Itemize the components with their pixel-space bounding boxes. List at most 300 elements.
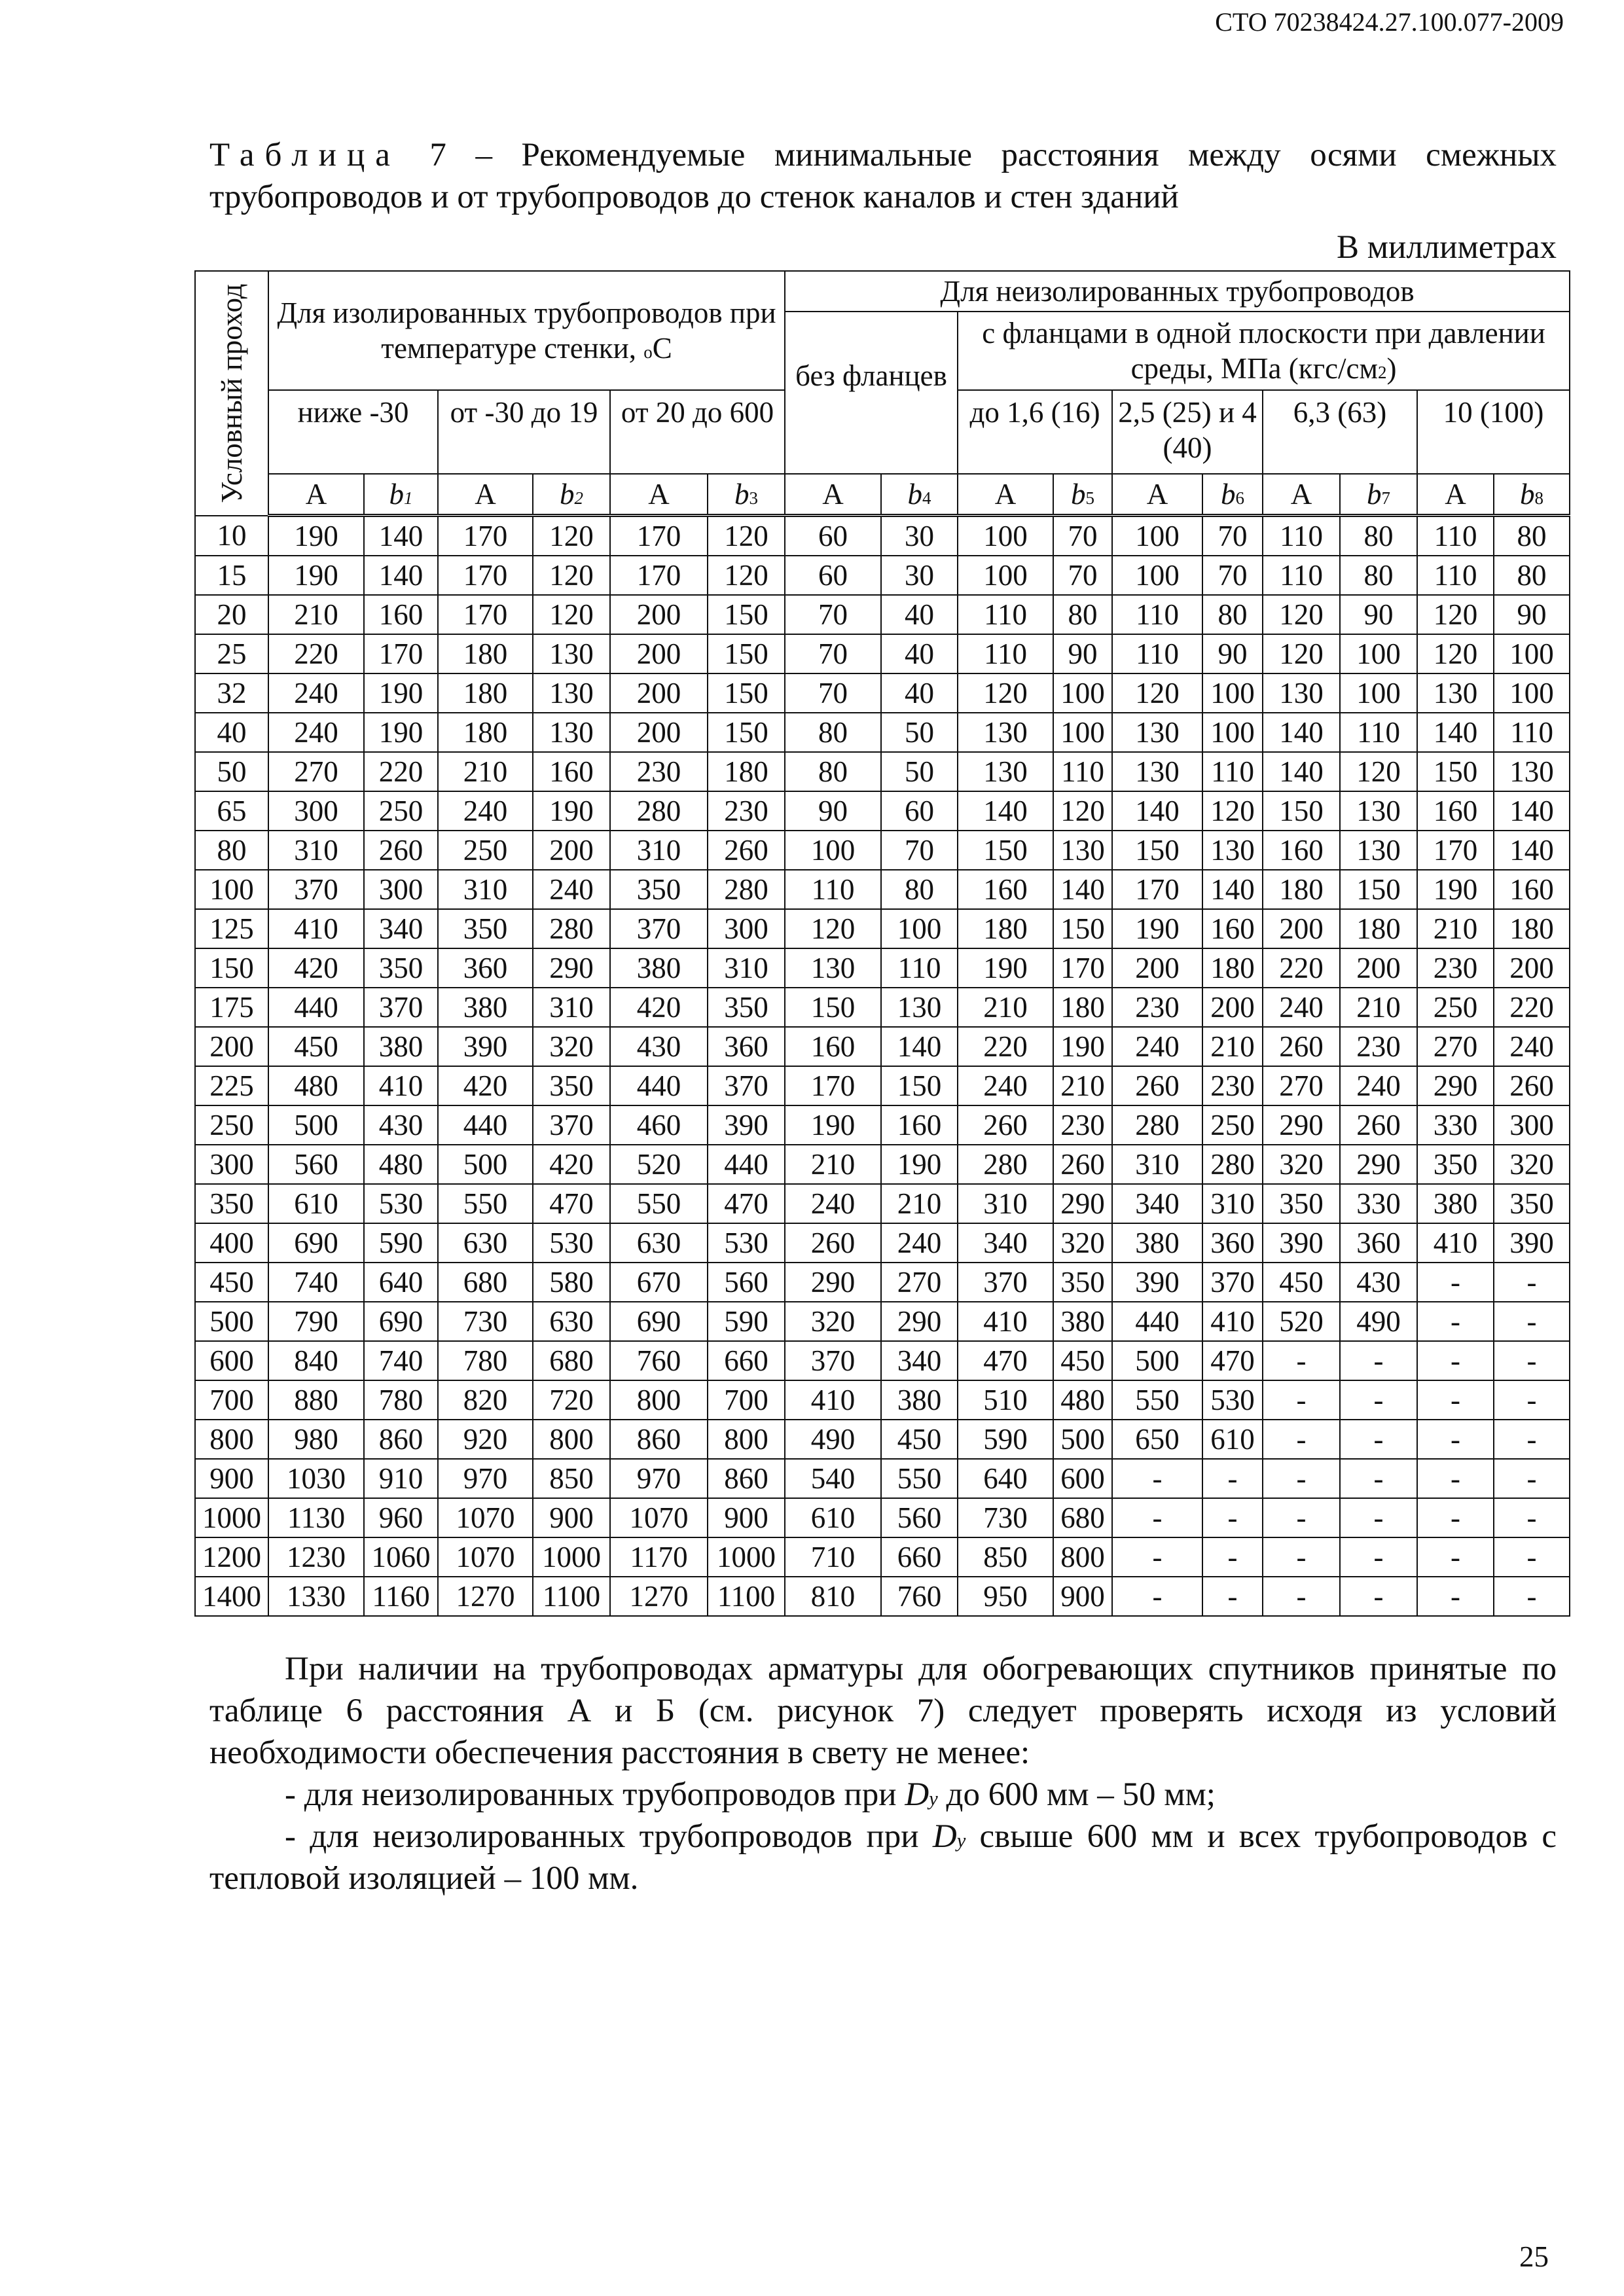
table-cell: 470 <box>708 1184 785 1223</box>
table-cell: 70 <box>785 673 881 713</box>
table-cell: 550 <box>610 1184 708 1223</box>
table-cell: 310 <box>610 831 708 870</box>
table-cell: 150 <box>708 713 785 752</box>
table-cell: 70 <box>1053 556 1112 595</box>
table-cell: - <box>1494 1498 1570 1537</box>
table-row <box>195 516 1570 556</box>
subheader-a: А <box>1263 474 1340 516</box>
table-cell: 150 <box>785 988 881 1027</box>
table-cell: 960 <box>364 1498 438 1537</box>
table-cell: 60 <box>785 516 881 556</box>
table-cell: - <box>1202 1577 1263 1616</box>
table-cell: 160 <box>533 752 610 791</box>
table-cell: - <box>1417 1420 1494 1459</box>
table-cell: 150 <box>1263 791 1340 831</box>
table-cell: - <box>1494 1302 1570 1341</box>
table-cell: 380 <box>438 988 533 1027</box>
table-cell: 490 <box>1340 1302 1417 1341</box>
table-cell: 180 <box>438 673 533 713</box>
subheader-b2: $b_2$ <box>533 474 610 516</box>
header-no-flanges: без фланцев <box>785 312 958 474</box>
row-dn-cell: 20 <box>195 595 268 634</box>
table-cell: 180 <box>438 713 533 752</box>
table-cell: 250 <box>438 831 533 870</box>
table-cell: 380 <box>364 1027 438 1066</box>
table-cell: 130 <box>1340 831 1417 870</box>
table-cell: 410 <box>1202 1302 1263 1341</box>
table-cell: 210 <box>785 1145 881 1184</box>
table-cell: 100 <box>1340 634 1417 673</box>
table-cell: 210 <box>881 1184 958 1223</box>
table-cell: 130 <box>1417 673 1494 713</box>
table-cell: 370 <box>958 1263 1053 1302</box>
table-cell: 90 <box>1202 634 1263 673</box>
table-cell: 200 <box>1112 948 1202 988</box>
table-row <box>195 1184 1570 1223</box>
table-cell: 130 <box>1263 673 1340 713</box>
table-cell: 120 <box>708 556 785 595</box>
table-cell: 260 <box>364 831 438 870</box>
table-cell: 110 <box>1263 556 1340 595</box>
table-cell: 210 <box>1202 1027 1263 1066</box>
table-cell: 350 <box>533 1066 610 1105</box>
table-cell: 210 <box>438 752 533 791</box>
table-row <box>195 1223 1570 1263</box>
table-cell: 900 <box>1053 1577 1112 1616</box>
table-cell: 190 <box>364 713 438 752</box>
body-paragraph: При наличии на трубопроводах арматуры для обогревающих спутников принятые по таблице 6 расстояния А и Б (см. рисунок 7) следует проверять исходя из условий необходимости обеспечения расстояния в свету не менее: <box>209 1651 1557 1771</box>
table-cell: 50 <box>881 713 958 752</box>
table-row <box>195 948 1570 988</box>
table-cell: 310 <box>1202 1184 1263 1223</box>
table-cell: 380 <box>1053 1302 1112 1341</box>
table-cell: 100 <box>881 909 958 948</box>
table-cell: 610 <box>1202 1420 1263 1459</box>
table-cell: 260 <box>958 1105 1053 1145</box>
table-cell: 120 <box>533 595 610 634</box>
row-dn-cell: 1400 <box>195 1577 268 1616</box>
table-cell: - <box>1417 1263 1494 1302</box>
table-cell: 370 <box>610 909 708 948</box>
table-cell: 550 <box>1112 1380 1202 1420</box>
table-cell: 530 <box>1202 1380 1263 1420</box>
table-cell: 230 <box>1202 1066 1263 1105</box>
table-cell: 190 <box>268 516 364 556</box>
table-cell: 760 <box>881 1577 958 1616</box>
table-cell: 110 <box>1112 595 1202 634</box>
table-cell: 200 <box>610 713 708 752</box>
table-row <box>195 831 1570 870</box>
row-dn-cell: 50 <box>195 752 268 791</box>
table-cell: - <box>1340 1577 1417 1616</box>
table-cell: 920 <box>438 1420 533 1459</box>
table-cell: 270 <box>268 752 364 791</box>
table-cell: 230 <box>1053 1105 1112 1145</box>
table-cell: 190 <box>533 791 610 831</box>
table-cell: 240 <box>1340 1066 1417 1105</box>
subheader-b4: $b_4$ <box>881 474 958 516</box>
table-cell: 480 <box>268 1066 364 1105</box>
table-cell: 130 <box>881 988 958 1027</box>
table-cell: 160 <box>1417 791 1494 831</box>
table-cell: 320 <box>1263 1145 1340 1184</box>
table-cell: 290 <box>1417 1066 1494 1105</box>
table-cell: 470 <box>1202 1341 1263 1380</box>
table-cell: 180 <box>1053 988 1112 1027</box>
caption-dash: – <box>475 137 492 173</box>
table-cell: 780 <box>438 1341 533 1380</box>
table-cell: 850 <box>958 1537 1053 1577</box>
table-cell: 130 <box>533 634 610 673</box>
table-cell: 250 <box>1202 1105 1263 1145</box>
table-cell: 840 <box>268 1341 364 1380</box>
table-cell: 90 <box>1494 595 1570 634</box>
table-cell: 970 <box>610 1459 708 1498</box>
row-dn-cell: 200 <box>195 1027 268 1066</box>
table-cell: 250 <box>364 791 438 831</box>
table-cell: - <box>1112 1537 1202 1577</box>
table-cell: 310 <box>438 870 533 909</box>
table-cell: - <box>1112 1498 1202 1537</box>
table-cell: - <box>1417 1380 1494 1420</box>
table-cell: 380 <box>1417 1184 1494 1223</box>
table-cell: 140 <box>1112 791 1202 831</box>
table-cell: 170 <box>1053 948 1112 988</box>
table-cell: - <box>1417 1577 1494 1616</box>
table-cell: 850 <box>533 1459 610 1498</box>
table-cell: 800 <box>610 1380 708 1420</box>
table-cell: 390 <box>1112 1263 1202 1302</box>
table-cell: 690 <box>268 1223 364 1263</box>
table-cell: 500 <box>438 1145 533 1184</box>
subheader-b5: $b_5$ <box>1053 474 1112 516</box>
table-cell: 300 <box>708 909 785 948</box>
table-cell: 860 <box>610 1420 708 1459</box>
subheader-b7: $b_7$ <box>1340 474 1417 516</box>
doc-code: СТО 70238424.27.100.077-2009 <box>1215 7 1564 37</box>
table-cell: 100 <box>1112 556 1202 595</box>
table-cell: 720 <box>533 1380 610 1420</box>
table-cell: 700 <box>708 1380 785 1420</box>
table-cell: 150 <box>881 1066 958 1105</box>
table-cell: 900 <box>533 1498 610 1537</box>
table-cell: - <box>1494 1420 1570 1459</box>
table-cell: 160 <box>1263 831 1340 870</box>
table-cell: 90 <box>1340 595 1417 634</box>
body-text <box>209 1648 1557 1899</box>
table-cell: 1170 <box>610 1537 708 1577</box>
table-cell: 670 <box>610 1263 708 1302</box>
table-cell: 340 <box>958 1223 1053 1263</box>
table-cell: 120 <box>1417 595 1494 634</box>
table-cell: 120 <box>1340 752 1417 791</box>
table-cell: 800 <box>533 1420 610 1459</box>
table-cell: 730 <box>958 1498 1053 1537</box>
table-cell: 600 <box>1053 1459 1112 1498</box>
table-cell: 280 <box>610 791 708 831</box>
table-cell: 1130 <box>268 1498 364 1537</box>
table-cell: 160 <box>881 1105 958 1145</box>
table-cell: 110 <box>1112 634 1202 673</box>
table-cell: 40 <box>881 634 958 673</box>
table-cell: 110 <box>1340 713 1417 752</box>
table-cell: 210 <box>1340 988 1417 1027</box>
table-cell: - <box>1340 1537 1417 1577</box>
table-cell: 270 <box>1263 1066 1340 1105</box>
table-row <box>195 1263 1570 1302</box>
table-cell: 200 <box>610 634 708 673</box>
subheader-b8: $b_8$ <box>1494 474 1570 516</box>
table-cell: 540 <box>785 1459 881 1498</box>
table-cell: 120 <box>785 909 881 948</box>
table-cell: 130 <box>1340 791 1417 831</box>
table-cell: 110 <box>1494 713 1570 752</box>
table-cell: 120 <box>1417 634 1494 673</box>
table-cell: 660 <box>881 1537 958 1577</box>
table-cell: 450 <box>1053 1341 1112 1380</box>
table-cell: 120 <box>1263 634 1340 673</box>
table-cell: 200 <box>1263 909 1340 948</box>
table-cell: 630 <box>533 1302 610 1341</box>
table-cell: - <box>1494 1380 1570 1420</box>
table-cell: 150 <box>1053 909 1112 948</box>
table-row <box>195 1577 1570 1616</box>
row-dn-cell: 10 <box>195 516 268 556</box>
table-cell: 210 <box>268 595 364 634</box>
table-cell: 380 <box>610 948 708 988</box>
table-cell: 140 <box>958 791 1053 831</box>
table-cell: 130 <box>1494 752 1570 791</box>
table-cell: 730 <box>438 1302 533 1341</box>
subheader-b1: $b_1$ <box>364 474 438 516</box>
table-cell: 110 <box>1417 556 1494 595</box>
table-cell: 660 <box>708 1341 785 1380</box>
table-cell: 1070 <box>610 1498 708 1537</box>
table-cell: - <box>1417 1498 1494 1537</box>
table-cell: 180 <box>1263 870 1340 909</box>
row-dn-cell: 300 <box>195 1145 268 1184</box>
subheader-a: А <box>438 474 533 516</box>
table-cell: 70 <box>1202 556 1263 595</box>
table-cell: - <box>1263 1420 1340 1459</box>
table-cell: 170 <box>364 634 438 673</box>
table-cell: 280 <box>1202 1145 1263 1184</box>
caption-number: 7 <box>429 137 446 173</box>
table-cell: 90 <box>1053 634 1112 673</box>
table-cell: 380 <box>1112 1223 1202 1263</box>
table-cell: 350 <box>364 948 438 988</box>
subheader-a: А <box>268 474 364 516</box>
table-cell: 230 <box>1417 948 1494 988</box>
table-cell: 130 <box>1112 713 1202 752</box>
row-dn-cell: 25 <box>195 634 268 673</box>
table-cell: 220 <box>364 752 438 791</box>
table-cell: 1070 <box>438 1498 533 1537</box>
table-row <box>195 1341 1570 1380</box>
table-cell: 130 <box>533 713 610 752</box>
subheader-a: А <box>1417 474 1494 516</box>
page-number: 25 <box>1519 2240 1549 2273</box>
table-cell: 560 <box>268 1145 364 1184</box>
table-row <box>195 1145 1570 1184</box>
table-cell: 200 <box>610 595 708 634</box>
table-cell: 240 <box>881 1223 958 1263</box>
table-cell: 550 <box>881 1459 958 1498</box>
table-cell: 1230 <box>268 1537 364 1577</box>
table-cell: 560 <box>881 1498 958 1537</box>
table-cell: 860 <box>364 1420 438 1459</box>
table-cell: 360 <box>1340 1223 1417 1263</box>
table-cell: - <box>1263 1498 1340 1537</box>
table-cell: 170 <box>438 556 533 595</box>
table-cell: 330 <box>1417 1105 1494 1145</box>
table-cell: 310 <box>958 1184 1053 1223</box>
table-cell: 110 <box>1263 516 1340 556</box>
table-cell: 370 <box>533 1105 610 1145</box>
table-cell: 340 <box>364 909 438 948</box>
table-cell: 210 <box>1417 909 1494 948</box>
table-cell: 390 <box>438 1027 533 1066</box>
table-row <box>195 1420 1570 1459</box>
subheader-a: А <box>1112 474 1202 516</box>
table-cell: 1100 <box>533 1577 610 1616</box>
table-cell: - <box>1263 1341 1340 1380</box>
table-cell: 240 <box>1263 988 1340 1027</box>
table-row <box>195 1459 1570 1498</box>
table-cell: - <box>1494 1263 1570 1302</box>
table-cell: 470 <box>533 1184 610 1223</box>
table-cell: 1330 <box>268 1577 364 1616</box>
table-cell: 970 <box>438 1459 533 1498</box>
table-cell: 180 <box>1340 909 1417 948</box>
table-cell: 220 <box>1494 988 1570 1027</box>
table-cell: 690 <box>364 1302 438 1341</box>
table-cell: 440 <box>708 1145 785 1184</box>
table-cell: 80 <box>1494 556 1570 595</box>
table-cell: 120 <box>533 556 610 595</box>
table-cell: 450 <box>881 1420 958 1459</box>
table-cell: 410 <box>364 1066 438 1105</box>
table-cell: 530 <box>533 1223 610 1263</box>
table-cell: 420 <box>533 1145 610 1184</box>
table-cell: - <box>1263 1459 1340 1498</box>
table-row <box>195 1537 1570 1577</box>
table-cell: 210 <box>1053 1066 1112 1105</box>
table-cell: 460 <box>610 1105 708 1145</box>
table-cell: 320 <box>1053 1223 1112 1263</box>
row-dn-cell: 250 <box>195 1105 268 1145</box>
table-cell: 200 <box>1202 988 1263 1027</box>
table-cell: 610 <box>268 1184 364 1223</box>
table-cell: 240 <box>1112 1027 1202 1066</box>
row-dn-cell: 80 <box>195 831 268 870</box>
table-cell: 740 <box>268 1263 364 1302</box>
table-cell: 440 <box>610 1066 708 1105</box>
table-cell: - <box>1340 1498 1417 1537</box>
table-cell: 560 <box>708 1263 785 1302</box>
table-cell: 260 <box>1340 1105 1417 1145</box>
table-cell: 140 <box>1417 713 1494 752</box>
table-cell: 410 <box>958 1302 1053 1341</box>
table-row <box>195 556 1570 595</box>
row-dn-cell: 700 <box>195 1380 268 1420</box>
table-cell: 290 <box>1263 1105 1340 1145</box>
table-cell: 100 <box>1053 713 1112 752</box>
table-row <box>195 1105 1570 1145</box>
table-cell: - <box>1340 1420 1417 1459</box>
table-cell: 30 <box>881 556 958 595</box>
table-cell: 150 <box>1112 831 1202 870</box>
table-cell: 350 <box>1053 1263 1112 1302</box>
table-cell: 370 <box>268 870 364 909</box>
table-cell: 800 <box>708 1420 785 1459</box>
header-pressure-10: 10 (100) <box>1417 390 1570 474</box>
table-cell: 110 <box>881 948 958 988</box>
table-cell: 650 <box>1112 1420 1202 1459</box>
table-cell: 180 <box>1202 948 1263 988</box>
header-temp-20-600: от 20 до 600 <box>610 390 785 474</box>
table-cell: 30 <box>881 516 958 556</box>
table-cell: 150 <box>958 831 1053 870</box>
table-cell: 170 <box>1112 870 1202 909</box>
table-cell: - <box>1417 1537 1494 1577</box>
table-cell: 100 <box>1112 516 1202 556</box>
table-cell: 140 <box>364 556 438 595</box>
body-list-item-1: - для неизолированных трубопроводов при $D_у$ до 600 мм – 50 мм; <box>285 1776 1216 1813</box>
table-cell: 70 <box>1202 516 1263 556</box>
table-cell: - <box>1112 1577 1202 1616</box>
table-cell: 610 <box>785 1498 881 1537</box>
table-cell: 680 <box>1053 1498 1112 1537</box>
table-cell: 300 <box>268 791 364 831</box>
table-cell: 290 <box>1053 1184 1112 1223</box>
table-cell: - <box>1340 1380 1417 1420</box>
table-cell: 630 <box>610 1223 708 1263</box>
table-cell: 180 <box>1494 909 1570 948</box>
table-cell: 390 <box>708 1105 785 1145</box>
table-cell: 350 <box>1263 1184 1340 1223</box>
table-cell: 710 <box>785 1537 881 1577</box>
table-cell: 320 <box>533 1027 610 1066</box>
table-cell: 40 <box>881 673 958 713</box>
table-cell: 150 <box>708 595 785 634</box>
table-cell: 100 <box>1202 673 1263 713</box>
table-cell: 500 <box>1053 1420 1112 1459</box>
table-cell: 480 <box>364 1145 438 1184</box>
table-cell: 150 <box>1417 752 1494 791</box>
table-cell: 240 <box>785 1184 881 1223</box>
table-cell: 140 <box>1494 791 1570 831</box>
table-cell: 140 <box>364 516 438 556</box>
table-cell: - <box>1263 1380 1340 1420</box>
table-cell: 410 <box>785 1380 881 1420</box>
table-cell: 120 <box>1112 673 1202 713</box>
table-cell: 130 <box>958 713 1053 752</box>
table-cell: 70 <box>785 595 881 634</box>
table-cell: 450 <box>1263 1263 1340 1302</box>
table-cell: 120 <box>708 516 785 556</box>
table-cell: 390 <box>1494 1223 1570 1263</box>
table-cell: 140 <box>1263 713 1340 752</box>
table-cell: 230 <box>1112 988 1202 1027</box>
row-dn-cell: 450 <box>195 1263 268 1302</box>
table-cell: 170 <box>610 556 708 595</box>
table-cell: 80 <box>785 713 881 752</box>
table-cell: 80 <box>1053 595 1112 634</box>
table-cell: 550 <box>438 1184 533 1223</box>
subheader-b6: $b_6$ <box>1202 474 1263 516</box>
table-cell: 640 <box>364 1263 438 1302</box>
